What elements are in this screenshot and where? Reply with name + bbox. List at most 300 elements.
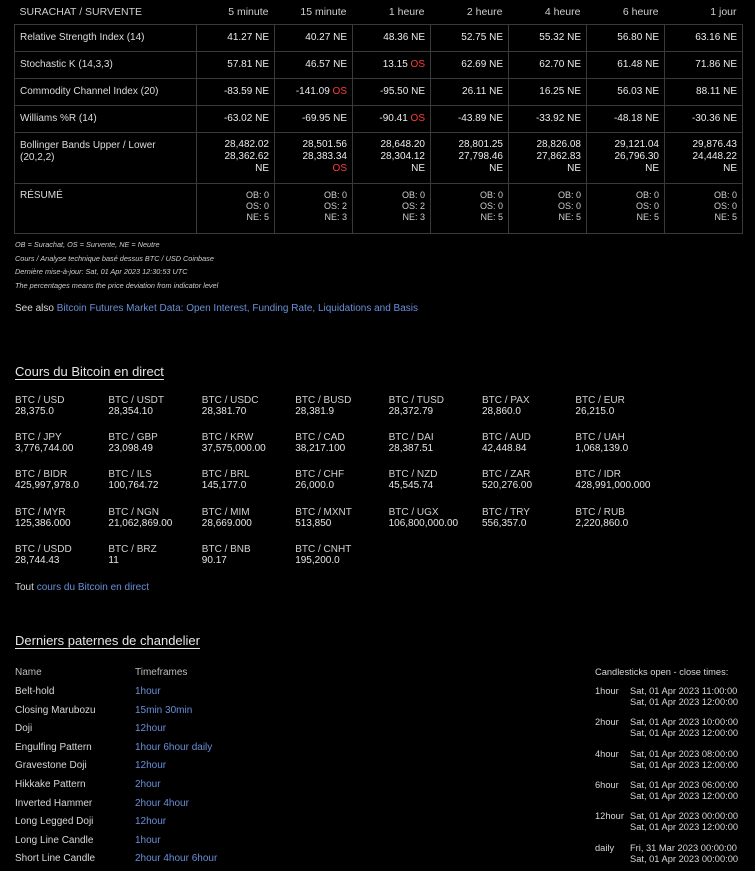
pattern-name: Hikkake Pattern	[15, 779, 86, 790]
note-percentages: The percentages means the price deviation from indicator level	[15, 281, 219, 291]
indicator-value-cell	[353, 52, 431, 79]
price-value: 195,200.0	[295, 554, 340, 566]
bollinger-cell	[509, 133, 587, 184]
price-pair: BTC / ZAR	[482, 469, 531, 481]
price-value: 21,062,869.00	[108, 517, 173, 529]
price-item[interactable]	[108, 507, 200, 529]
patterns-header-row	[15, 667, 415, 681]
indicator-value: 13.15	[382, 59, 408, 70]
indicator-value: -33.92	[535, 113, 565, 124]
indicator-value-cell	[587, 52, 665, 79]
price-pair: BTC / CHF	[295, 469, 345, 481]
pattern-timeframes[interactable]: 2hour	[135, 779, 161, 790]
bollinger-cell	[431, 133, 509, 184]
signal-badge: NE	[489, 32, 503, 43]
price-item[interactable]	[295, 469, 387, 491]
bollinger-lower: 28,304.12	[380, 151, 425, 162]
signal-badge: NE	[645, 113, 659, 124]
price-item[interactable]	[15, 469, 107, 491]
price-value: 100,764.72	[108, 480, 159, 492]
indicator-value-cell	[431, 79, 509, 106]
price-value: 28,375.0	[15, 406, 54, 417]
close-time-close: Sat, 01 Apr 2023 12:00:00	[630, 759, 739, 770]
indicator-value: -141.09	[295, 86, 330, 97]
bollinger-lower: 27,862.83	[536, 151, 581, 162]
summary-os: OS: 0	[245, 201, 269, 211]
indicator-label: Relative Strength Index (14)	[15, 25, 197, 52]
price-pair: BTC / ILS	[108, 469, 152, 481]
indicator-value: -90.41	[379, 113, 408, 124]
bollinger-cell	[275, 133, 353, 184]
indicator-value-cell	[197, 106, 275, 133]
bollinger-lower: 28,362.62	[224, 151, 269, 162]
price-pair: BTC / UGX	[388, 506, 439, 518]
close-time-timeframe: 12hour	[595, 811, 624, 822]
summary-row	[15, 184, 743, 234]
price-item[interactable]	[575, 432, 667, 454]
price-pair: BTC / BRZ	[108, 543, 157, 555]
close-time-close: Sat, 01 Apr 2023 12:00:00	[630, 790, 739, 801]
see-also-prefix: See also	[15, 303, 57, 314]
summary-ne: NE: 5	[480, 212, 503, 222]
price-item[interactable]	[108, 432, 200, 454]
signal-badge: NE	[489, 86, 503, 97]
price-pair: BTC / DAI	[388, 432, 434, 444]
signal-badge: NE	[255, 163, 269, 174]
indicator-value-cell	[587, 106, 665, 133]
signal-badge: NE	[567, 32, 581, 43]
header-15min: 15 minute	[275, 0, 353, 25]
price-pair: BTC / RUB	[575, 506, 625, 518]
pattern-timeframes[interactable]: 1hour 6hour daily	[135, 741, 213, 753]
pattern-row	[15, 705, 415, 719]
signal-badge: NE	[723, 113, 737, 124]
indicator-value: 55.32	[539, 32, 565, 43]
summary-ne: NE: 5	[246, 212, 269, 222]
indicator-label: Commodity Channel Index (20)	[15, 79, 197, 106]
signal-badge: OS	[332, 86, 347, 97]
summary-ob: OB: 0	[713, 190, 737, 200]
price-pair: BTC / JPY	[15, 432, 62, 444]
price-item[interactable]	[202, 432, 294, 454]
bollinger-lower: 28,383.34	[302, 151, 347, 162]
pattern-name: Inverted Hammer	[15, 797, 93, 809]
price-item[interactable]	[295, 507, 387, 529]
price-value: 145,177.0	[201, 480, 247, 492]
candlestick-patterns-title: Derniers paternes de chandelier	[15, 633, 200, 648]
indicator-value-cell	[509, 106, 587, 133]
price-item[interactable]	[15, 544, 107, 566]
indicator-row	[15, 52, 743, 79]
bollinger-upper: 28,801.25	[458, 139, 503, 150]
price-value: 42,448.84	[482, 443, 527, 455]
signal-badge: NE	[645, 86, 659, 97]
summary-ob: OB: 0	[479, 190, 503, 200]
price-value: 23,098.49	[108, 443, 153, 455]
pattern-name: Doji	[15, 723, 33, 735]
indicator-value-cell	[275, 106, 353, 133]
indicator-value: -48.18	[613, 113, 643, 124]
summary-os: OS: 0	[713, 201, 737, 211]
price-value: 28,860.0	[482, 406, 521, 417]
indicator-value: -43.89	[457, 113, 487, 124]
indicator-value: -30.36	[691, 113, 721, 124]
signal-badge: NE	[723, 86, 737, 97]
indicator-value-cell	[665, 25, 743, 52]
summary-ne: NE: 5	[714, 212, 737, 222]
summary-os: OS: 0	[557, 201, 581, 211]
summary-os: OS: 0	[479, 201, 503, 211]
summary-cell	[275, 184, 353, 234]
price-pair: BTC / MYR	[15, 506, 66, 518]
summary-ob: OB: 0	[401, 190, 425, 200]
pattern-timeframes[interactable]: 1hour	[135, 686, 161, 697]
signal-badge: NE	[723, 163, 737, 174]
summary-os: OS: 0	[635, 201, 659, 211]
summary-ob: OB: 0	[557, 190, 581, 200]
price-item[interactable]	[202, 544, 294, 566]
indicator-value-cell	[275, 52, 353, 79]
pattern-row	[15, 779, 415, 793]
summary-label: RÉSUMÉ	[15, 184, 197, 234]
price-pair: BTC / IDR	[575, 469, 621, 481]
pattern-row	[15, 835, 415, 849]
price-value: 106,800,000.00	[388, 517, 459, 529]
pattern-timeframes[interactable]: 12hour	[135, 816, 167, 828]
close-time-close: Sat, 01 Apr 2023 12:00:00	[630, 728, 739, 739]
indicator-value-cell	[431, 52, 509, 79]
signal-badge: NE	[645, 59, 659, 70]
close-time-group	[595, 843, 745, 867]
indicator-value-cell	[587, 79, 665, 106]
close-time-group	[595, 811, 745, 835]
summary-ne: NE: 5	[558, 212, 581, 222]
pattern-row	[15, 816, 415, 830]
price-pair: BTC / USD	[15, 395, 65, 406]
indicator-value-cell	[197, 52, 275, 79]
indicator-value: 62.70	[539, 59, 565, 70]
indicator-value: 40.27	[305, 32, 331, 43]
indicator-value: 41.27	[227, 32, 253, 43]
price-pair: BTC / NGN	[108, 506, 159, 518]
price-item[interactable]	[15, 432, 107, 454]
price-item[interactable]	[575, 395, 667, 417]
see-also	[15, 303, 418, 314]
indicator-value: -95.50	[379, 86, 409, 97]
indicator-value: 57.81	[227, 59, 253, 70]
header-5min: 5 minute	[197, 0, 275, 25]
price-value: 425,997,978.0	[15, 480, 79, 492]
price-item[interactable]	[295, 395, 387, 417]
close-time-timeframe: daily	[595, 842, 615, 853]
indicator-row	[15, 106, 743, 133]
price-item[interactable]	[389, 395, 481, 417]
signal-badge: NE	[723, 59, 737, 70]
signal-badge: NE	[489, 163, 503, 174]
price-value: 520,276.00	[482, 480, 533, 492]
pattern-row	[15, 760, 415, 774]
pattern-timeframes[interactable]: 1hour	[135, 834, 161, 846]
close-time-group	[595, 749, 745, 773]
price-value: 11	[108, 554, 119, 566]
indicator-value: 71.86	[695, 59, 721, 70]
signal-badge: NE	[489, 113, 503, 124]
price-value: 26,215.0	[575, 406, 615, 417]
summary-os: OS: 2	[323, 201, 347, 211]
all-prices-link[interactable]: cours du Bitcoin en direct	[36, 582, 149, 593]
price-item[interactable]	[482, 432, 574, 454]
price-value: 38,217.100	[295, 443, 346, 455]
bollinger-cell	[353, 133, 431, 184]
indicator-value: 62.69	[461, 59, 487, 70]
indicator-value-cell	[509, 25, 587, 52]
price-pair: BTC / MIM	[201, 506, 250, 518]
bollinger-row	[15, 133, 743, 184]
price-value: 28,669.000	[201, 517, 252, 529]
bollinger-label: Bollinger Bands Upper / Lower (20,2,2)	[15, 133, 197, 184]
price-item[interactable]	[482, 507, 574, 529]
price-item[interactable]	[389, 432, 481, 454]
price-item[interactable]	[482, 469, 574, 491]
price-pair: BTC / MXNT	[295, 506, 352, 518]
pattern-name: Long Legged Doji	[15, 816, 94, 828]
indicator-value: 26.11	[462, 86, 487, 97]
indicators-table	[14, 0, 743, 234]
indicator-value: 88.11	[696, 86, 721, 97]
header-1h: 1 heure	[353, 0, 431, 25]
price-item[interactable]	[482, 395, 574, 417]
price-pair: BTC / TUSD	[388, 395, 444, 406]
close-time-group	[595, 686, 745, 710]
bollinger-upper: 28,826.08	[536, 139, 581, 150]
indicator-value: -83.59	[223, 86, 253, 97]
signal-badge: NE	[645, 32, 659, 43]
price-pair: BTC / UAH	[575, 432, 625, 444]
indicator-value: 63.16	[695, 32, 721, 43]
indicator-value-cell	[197, 79, 275, 106]
bollinger-upper: 29,121.04	[614, 139, 659, 150]
indicator-value-cell	[353, 79, 431, 106]
price-pair: BTC / GBP	[108, 432, 158, 444]
price-item[interactable]	[575, 507, 667, 529]
price-pair: BTC / CNHT	[295, 543, 352, 555]
indicator-value-cell	[275, 25, 353, 52]
header-2h: 2 heure	[431, 0, 509, 25]
indicator-value: 61.48	[617, 59, 643, 70]
bollinger-cell	[587, 133, 665, 184]
pattern-row	[15, 798, 415, 812]
price-pair: BTC / BUSD	[295, 395, 352, 406]
header-overbought-oversold: SURACHAT / SURVENTE	[15, 0, 197, 25]
price-pair: BTC / EUR	[575, 395, 625, 406]
indicator-value: 46.57	[305, 59, 331, 70]
note-last-update: Dernière mise-à-jour: Sat, 01 Apr 2023 12:30:53 UTC	[15, 267, 188, 277]
signal-badge: OS	[410, 113, 425, 124]
price-value: 125,386.000	[15, 517, 71, 529]
indicator-value-cell	[353, 106, 431, 133]
pattern-name: Long Line Candle	[15, 834, 94, 846]
bollinger-lower: 24,448.22	[692, 151, 737, 162]
price-value: 1,068,139.0	[575, 443, 629, 455]
price-pair: BTC / NZD	[388, 469, 438, 481]
price-item[interactable]	[202, 507, 294, 529]
price-value: 428,991,000.000	[575, 480, 651, 492]
signal-badge: NE	[255, 32, 269, 43]
indicator-value-cell	[665, 79, 743, 106]
price-value: 556,357.0	[482, 517, 527, 529]
price-pair: BTC / AUD	[482, 432, 531, 444]
futures-market-data-link[interactable]: Bitcoin Futures Market Data: Open Interest, Funding Rate, Liquidations and Basis	[56, 303, 419, 314]
close-time-open: Fri, 31 Mar 2023 00:00:00	[630, 842, 737, 853]
header-1d: 1 jour	[665, 0, 743, 25]
summary-os: OS: 2	[401, 201, 425, 211]
indicator-value-cell	[197, 25, 275, 52]
summary-cell	[431, 184, 509, 234]
price-pair: BTC / BNB	[201, 543, 251, 555]
pattern-name: Engulfing Pattern	[15, 741, 92, 753]
price-item[interactable]	[202, 469, 294, 491]
note-source: Cours / Analyse technique basé dessus BTC / USD Coinbase	[15, 253, 214, 263]
pattern-row	[15, 853, 415, 867]
indicator-value: -69.95	[301, 113, 331, 124]
bollinger-lower: 26,796.30	[614, 151, 659, 162]
pattern-timeframes[interactable]: 2hour 4hour	[135, 797, 189, 809]
price-pair: BTC / BIDR	[15, 469, 68, 481]
pattern-name: Closing Marubozu	[15, 704, 96, 716]
close-time-timeframe: 6hour	[595, 779, 619, 790]
indicator-row	[15, 79, 743, 106]
price-pair: BTC / USDD	[15, 543, 72, 555]
close-time-close: Sat, 01 Apr 2023 00:00:00	[630, 853, 739, 864]
close-time-open: Sat, 01 Apr 2023 00:00:00	[630, 811, 739, 822]
header-6h: 6 heure	[587, 0, 665, 25]
bollinger-upper: 28,482.02	[224, 139, 269, 150]
price-item[interactable]	[15, 395, 107, 417]
price-value: 26,000.0	[295, 480, 335, 492]
price-value: 28,387.51	[388, 443, 434, 455]
patterns-col-name: Name	[15, 667, 42, 678]
pattern-timeframes[interactable]: 12hour	[135, 723, 167, 735]
price-item[interactable]	[202, 395, 294, 417]
price-pair: BTC / BRL	[201, 469, 250, 481]
close-time-open: Sat, 01 Apr 2023 10:00:00	[630, 717, 739, 728]
price-pair: BTC / KRW	[201, 432, 254, 444]
indicator-row	[15, 25, 743, 52]
bollinger-lower: 27,798.46	[458, 151, 503, 162]
indicator-value: 52.75	[461, 32, 487, 43]
pattern-timeframes[interactable]: 2hour 4hour 6hour	[135, 853, 218, 865]
pattern-timeframes[interactable]: 15min 30min	[135, 704, 193, 716]
all-prices	[15, 582, 149, 593]
price-item[interactable]	[389, 507, 481, 529]
signal-badge: NE	[255, 86, 269, 97]
signal-badge: NE	[411, 32, 425, 43]
price-value: 28,381.70	[201, 406, 247, 417]
indicator-value-cell	[587, 25, 665, 52]
indicator-value-cell	[353, 25, 431, 52]
price-value: 28,354.10	[108, 406, 153, 417]
signal-badge: NE	[333, 113, 347, 124]
summary-cell	[197, 184, 275, 234]
close-time-open: Sat, 01 Apr 2023 08:00:00	[630, 748, 739, 759]
pattern-row	[15, 742, 415, 756]
live-prices-title: Cours du Bitcoin en direct	[15, 364, 164, 379]
signal-badge: NE	[723, 32, 737, 43]
signal-badge: NE	[411, 86, 425, 97]
price-value: 90.17	[201, 554, 227, 566]
bollinger-cell	[665, 133, 743, 184]
summary-ob: OB: 0	[323, 190, 347, 200]
signal-badge: NE	[255, 113, 269, 124]
summary-ne: NE: 3	[324, 212, 347, 222]
signal-badge: NE	[333, 32, 347, 43]
price-value: 28,372.79	[388, 406, 434, 417]
summary-cell	[587, 184, 665, 234]
indicator-value: 16.25	[539, 86, 565, 97]
price-item[interactable]	[389, 469, 481, 491]
pattern-name: Belt-hold	[15, 686, 55, 697]
price-item[interactable]	[295, 544, 387, 566]
price-item[interactable]	[108, 469, 200, 491]
indicator-value-cell	[509, 79, 587, 106]
summary-ne: NE: 3	[402, 212, 425, 222]
summary-cell	[353, 184, 431, 234]
summary-ob: OB: 0	[635, 190, 659, 200]
indicator-value: -63.02	[223, 113, 253, 124]
pattern-name: Short Line Candle	[15, 853, 96, 865]
summary-ne: NE: 5	[636, 212, 659, 222]
price-item[interactable]	[295, 432, 387, 454]
price-value: 3,776,744.00	[15, 443, 74, 455]
indicator-value-cell	[665, 106, 743, 133]
indicator-notes	[15, 238, 218, 293]
signal-badge: OS	[410, 59, 425, 70]
pattern-timeframes[interactable]: 12hour	[135, 760, 167, 772]
price-value: 37,575,000.00	[201, 443, 266, 455]
price-item[interactable]	[108, 395, 200, 417]
indicator-value: 56.03	[617, 86, 643, 97]
close-times-title: Candlesticks open - close times:	[595, 667, 729, 677]
price-value: 513,850	[295, 517, 332, 529]
signal-badge: NE	[411, 163, 425, 174]
signal-badge: NE	[645, 163, 659, 174]
patterns-col-timeframes: Timeframes	[135, 667, 188, 678]
close-time-open: Sat, 01 Apr 2023 06:00:00	[630, 779, 739, 790]
close-time-group	[595, 780, 745, 804]
indicator-value-cell	[665, 52, 743, 79]
price-value: 28,744.43	[15, 554, 60, 566]
summary-cell	[665, 184, 743, 234]
summary-cell	[509, 184, 587, 234]
price-pair: BTC / PAX	[482, 395, 530, 406]
price-item[interactable]	[108, 544, 200, 566]
header-4h: 4 heure	[509, 0, 587, 25]
signal-badge: NE	[567, 59, 581, 70]
price-item[interactable]	[575, 469, 667, 491]
close-time-timeframe: 1hour	[595, 686, 619, 696]
note-legend: OB = Surachat, OS = Survente, NE = Neutre	[15, 240, 160, 249]
price-pair: BTC / USDC	[201, 395, 259, 406]
price-pair: BTC / CAD	[295, 432, 345, 444]
pattern-row	[15, 686, 415, 700]
signal-badge: NE	[489, 59, 503, 70]
price-item[interactable]	[15, 507, 107, 529]
indicator-label: Williams %R (14)	[15, 106, 197, 133]
indicator-value-cell	[431, 106, 509, 133]
indicators-header-row	[15, 0, 743, 25]
all-prices-prefix: Tout	[15, 582, 37, 593]
pattern-name: Gravestone Doji	[15, 760, 87, 772]
